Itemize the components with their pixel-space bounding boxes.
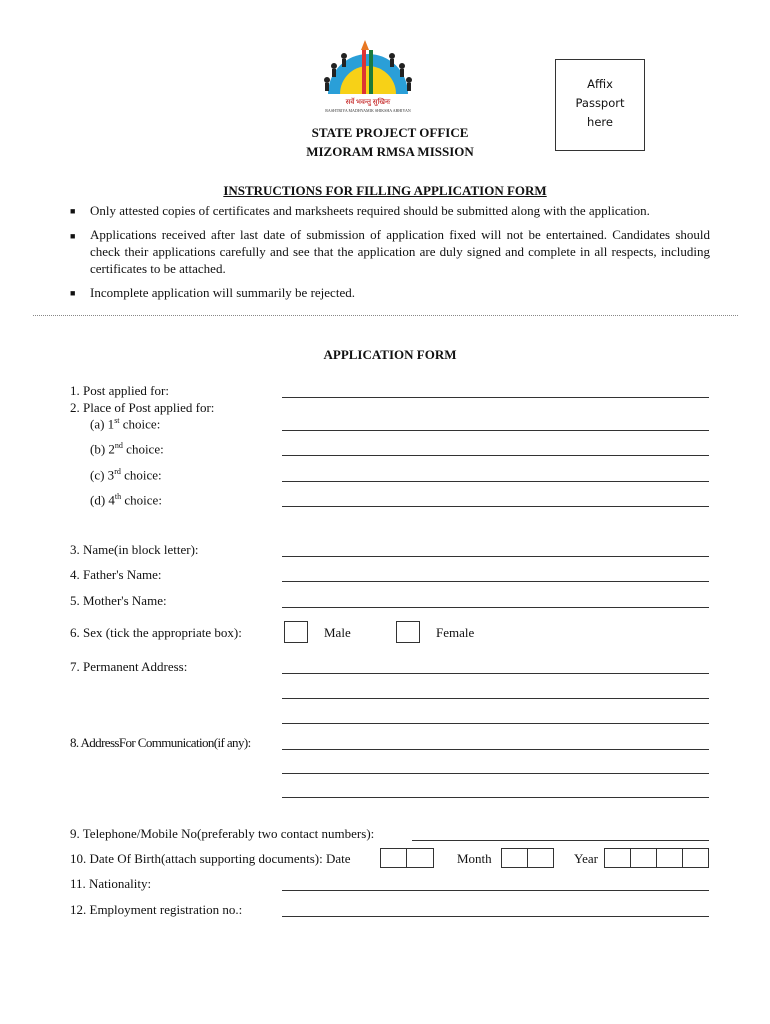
male-label: Male: [324, 625, 351, 640]
mission-title: MIZORAM RMSA MISSION: [306, 144, 474, 159]
choice-1-field[interactable]: [282, 430, 709, 431]
choice-4-field[interactable]: [282, 506, 709, 507]
instruction-item: Applications received after last date of submission of application fixed will not be entertained. Candidates should check their applications carefully and see that the application are duly signed and complete in all respects, including certificates to be attached.: [90, 227, 710, 276]
bullet-icon: ■: [70, 206, 76, 216]
svg-text:सर्वे भवन्तु सुखिनः: सर्वे भवन्तु सुखिनः: [345, 98, 391, 106]
female-label: Female: [436, 625, 475, 640]
mother-name-field[interactable]: [282, 607, 709, 608]
office-title: STATE PROJECT OFFICE: [311, 125, 469, 140]
passport-photo-box: Affix Passport here: [555, 59, 645, 151]
dob-year-cell-4[interactable]: [682, 848, 709, 868]
communication-address-field-1[interactable]: [282, 749, 709, 750]
father-name-field[interactable]: [282, 581, 709, 582]
telephone-label: 9. Telephone/Mobile No(preferably two contact numbers):: [70, 826, 375, 841]
communication-address-field-2[interactable]: [282, 773, 709, 774]
month-label: Month: [457, 851, 492, 866]
instructions-title: INSTRUCTIONS FOR FILLING APPLICATION FORM: [223, 183, 547, 198]
name-label: 3. Name(in block letter):: [70, 542, 199, 557]
dob-label: 10. Date Of Birth(attach supporting documents): Date: [70, 851, 351, 866]
female-checkbox[interactable]: [396, 621, 420, 643]
male-checkbox[interactable]: [284, 621, 308, 643]
post-applied-label: 1. Post applied for:: [70, 383, 169, 398]
employment-registration-field[interactable]: [282, 916, 709, 917]
instruction-item: Only attested copies of certificates and marksheets required should be submitted along with the application.: [90, 203, 650, 218]
place-of-post-label: 2. Place of Post applied for:: [70, 400, 215, 415]
permanent-address-field-1[interactable]: [282, 673, 709, 674]
mother-name-label: 5. Mother's Name:: [70, 593, 167, 608]
employment-registration-label: 12. Employment registration no.:: [70, 902, 243, 917]
bullet-icon: ■: [70, 231, 76, 241]
nationality-label: 11. Nationality:: [70, 876, 152, 891]
choice-3-label: (c) 3rd choice:: [90, 467, 162, 483]
dob-year-cell-2[interactable]: [630, 848, 657, 868]
permanent-address-label: 7. Permanent Address:: [70, 659, 188, 674]
telephone-field[interactable]: [412, 840, 709, 841]
communication-address-label: 8. AddressFor Communication(if any):: [70, 735, 251, 750]
post-applied-field[interactable]: [282, 397, 709, 398]
choice-4-label: (d) 4th choice:: [90, 492, 162, 508]
name-field[interactable]: [282, 556, 709, 557]
svg-text:RASHTRIYA MADHYAMIK SHIKSHA AB: RASHTRIYA MADHYAMIK SHIKSHA ABHIYAN: [325, 108, 411, 113]
permanent-address-field-3[interactable]: [282, 723, 709, 724]
divider: [33, 315, 738, 316]
rmsa-logo: [318, 36, 418, 116]
dob-month-cell-1[interactable]: [501, 848, 528, 868]
instruction-item: Incomplete application will summarily be rejected.: [90, 285, 355, 300]
dob-month-cell-2[interactable]: [527, 848, 554, 868]
year-label: Year: [574, 851, 598, 866]
father-name-label: 4. Father's Name:: [70, 567, 162, 582]
choice-2-field[interactable]: [282, 455, 709, 456]
permanent-address-field-2[interactable]: [282, 698, 709, 699]
bullet-icon: ■: [70, 288, 76, 298]
dob-day-cell-1[interactable]: [380, 848, 407, 868]
sex-label: 6. Sex (tick the appropriate box):: [70, 625, 242, 640]
dob-year-cell-3[interactable]: [656, 848, 683, 868]
nationality-field[interactable]: [282, 890, 709, 891]
choice-2-label: (b) 2nd choice:: [90, 441, 164, 457]
dob-year-cell-1[interactable]: [604, 848, 631, 868]
dob-day-cell-2[interactable]: [406, 848, 434, 868]
form-title: APPLICATION FORM: [323, 347, 457, 362]
choice-1-label: (a) 1st choice:: [90, 416, 161, 432]
choice-3-field[interactable]: [282, 481, 709, 482]
communication-address-field-3[interactable]: [282, 797, 709, 798]
